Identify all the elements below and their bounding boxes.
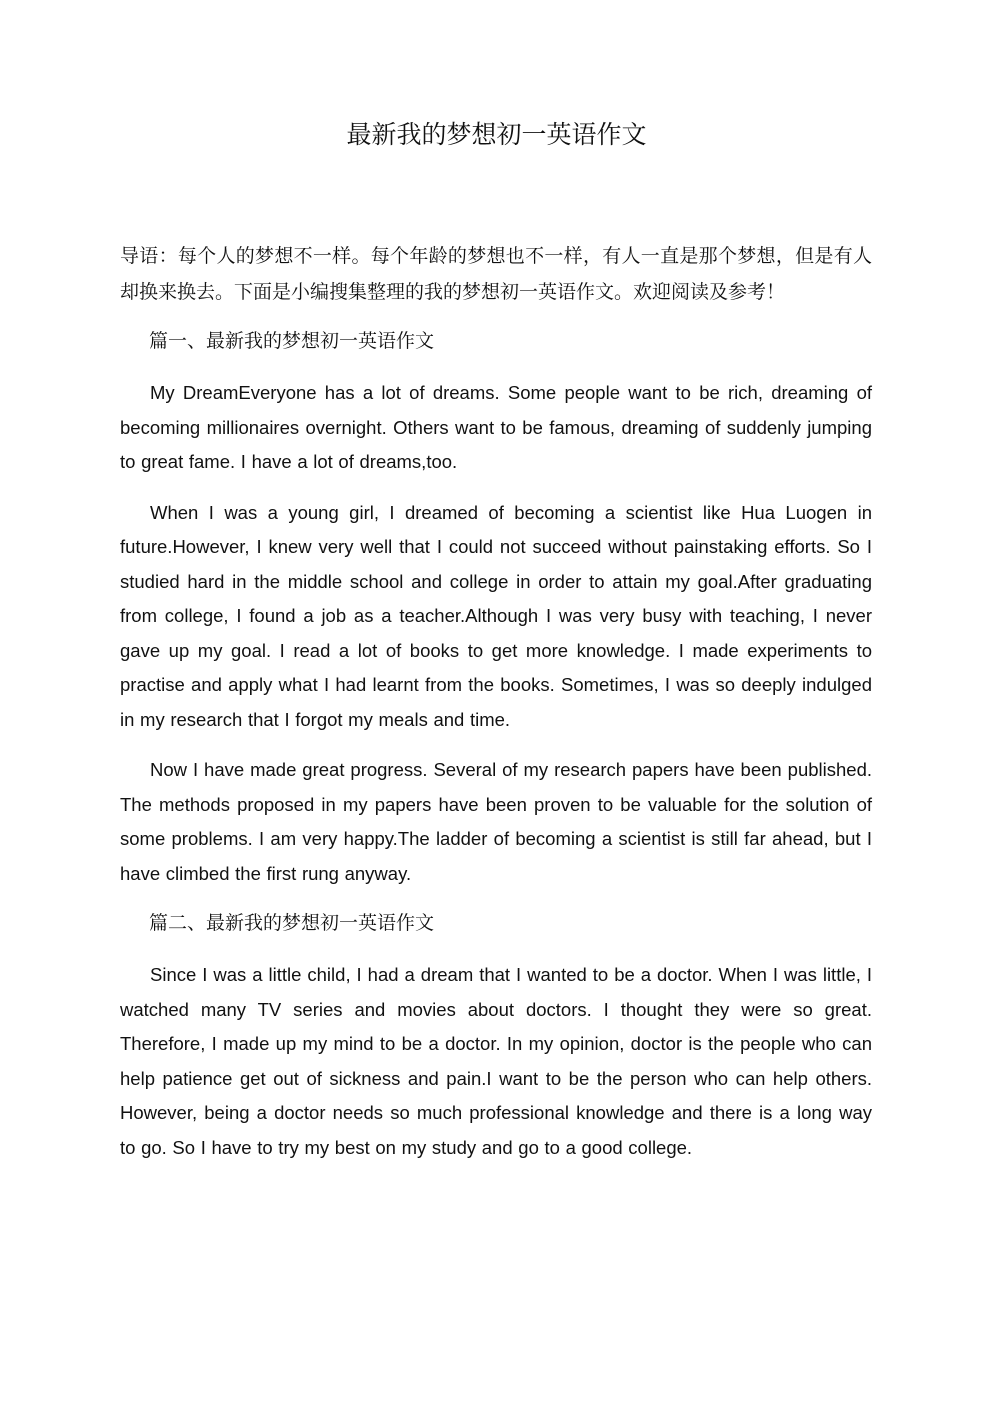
paragraph: Now I have made great progress. Several of my research papers have been published. The methods proposed in my papers have been proven to be valuable for the solution of some problems. I am very happy.The ladder of becoming a scientist is still far ahead, but I have climbed the first rung anyway. [120, 759, 872, 884]
document-body [120, 238, 872, 1181]
section-2 [120, 907, 872, 1165]
paragraph: When I was a young girl, I dreamed of becoming a scientist like Hua Luogen in future.However, I knew very well that I could not succeed without painstaking efforts. So I studied hard in the middle school and college in order to attain my goal.After graduating from college, I found a job as a teacher.Although I was very busy with teaching, I never gave up my goal. I read a lot of books to get more knowledge. I made experiments to practise and apply what I had learnt from the books. Sometimes, I was so deeply indulged in my research that I forgot my meals and time. [120, 501, 872, 730]
paragraph: My DreamEveryone has a lot of dreams. Some people want to be rich, dreaming of becoming millionaires overnight. Others want to be famous, dreaming of suddenly jumping to great fame. I have a lot of dreams,too. [120, 382, 872, 472]
intro-paragraph: 导语：每个人的梦想不一样。每个年龄的梦想也不一样，有人一直是那个梦想，但是有人却换来换去。下面是小编搜集整理的我的梦想初一英语作文。欢迎阅读及参考！ [120, 245, 872, 303]
section-1 [120, 325, 872, 891]
paragraph: Since I was a little child, I had a dream that I wanted to be a doctor. When I was little, I watched many TV series and movies about doctors. I thought they were so great. Therefore, I made up my mind to be a doctor. In my opinion, doctor is the people who can help patience get out of sickness and pain.I want to be the person who can help others. However, being a doctor needs so much professional knowledge and there is a long way to go. So I have to try my best on my study and go to a good college. [120, 964, 872, 1158]
section-heading: 篇一、最新我的梦想初一英语作文 [149, 330, 435, 352]
document-title: 最新我的梦想初一英语作文 [346, 120, 647, 149]
section-heading: 篇二、最新我的梦想初一英语作文 [149, 912, 435, 934]
